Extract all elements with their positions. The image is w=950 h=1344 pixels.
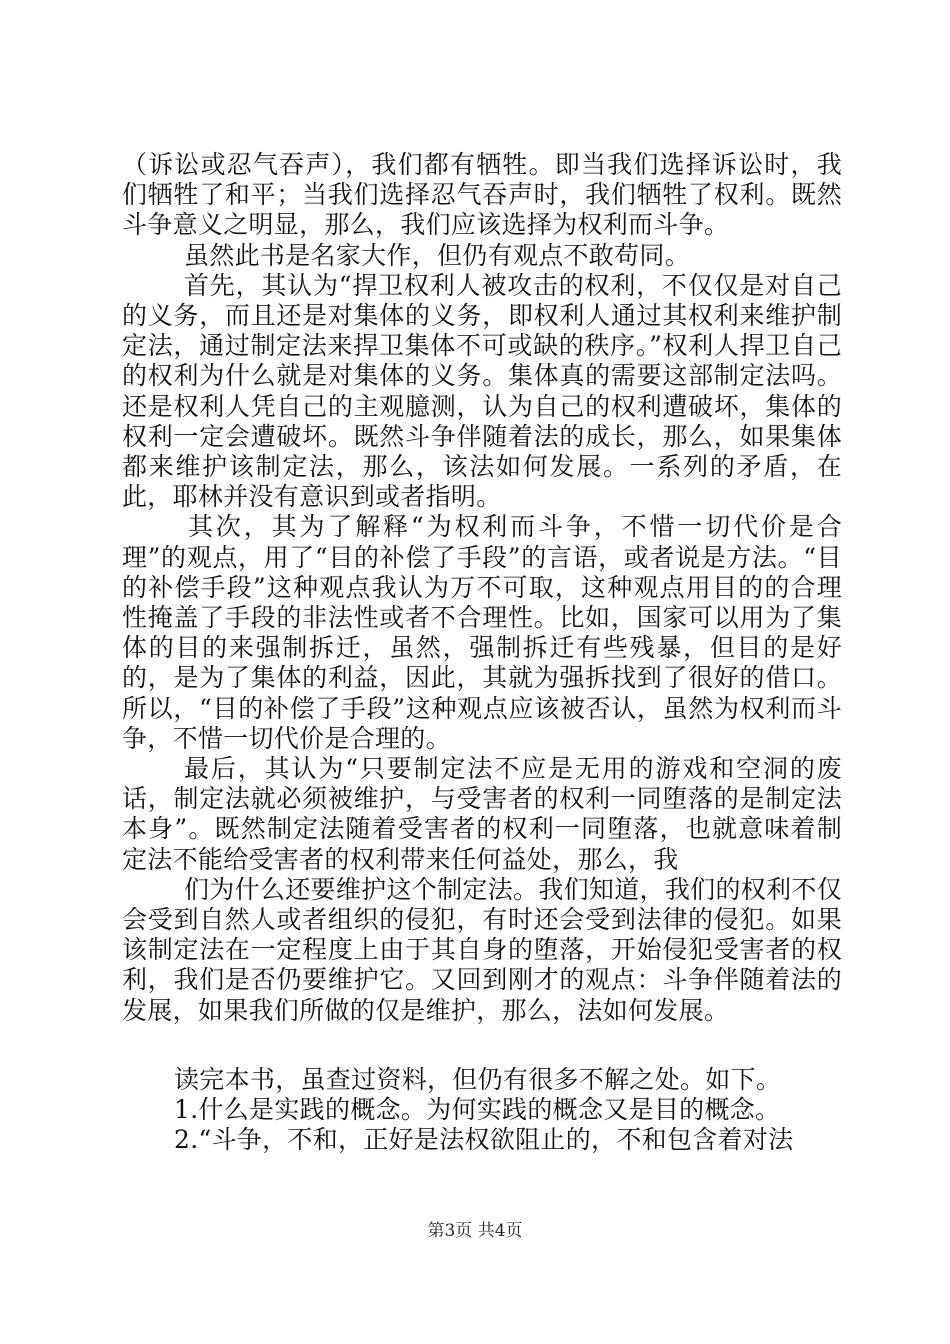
paragraph-second-point: 其次，其为了解释“为权利而斗争，不惜一切代价是合理”的观点，用了“目的补偿了手段”的言语，或者说是方法。“目的补偿手段”这种观点我认为万不可取，这种观点用目的的合理性掩盖了手段的非法性或者不合理性。比如，国家可以用为了集体的目的来强制拆迁，虽然，强制拆迁有些残暴，但目的是好的，是为了集体的利益，因此，其就为强拆找到了很好的借口。所以，“目的补偿了手段”这种观点应该被否认，虽然为权利而斗争，不惜一切代价是合理的。 bbox=[122, 512, 842, 753]
paragraph-last-point: 最后，其认为“只要制定法不应是无用的游戏和空洞的废话，制定法就必须被维护，与受害者的权利一同堕落的是制定法本身”。既然制定法随着受害者的权利一同堕落，也就意味着制定法不能给受害者的权利带来任何益处，那么，我 bbox=[122, 754, 842, 874]
paragraph-opinion-intro: 虽然此书是名家大作，但仍有观点不敢苟同。 bbox=[184, 240, 691, 270]
list-item-question-2: 2.“斗争，不和，正好是法权欲阻止的，不和包含着对法 bbox=[174, 1125, 794, 1155]
paragraph-last-point-cont: 们为什么还要维护这个制定法。我们知道，我们的权利不仅会受到自然人或者组织的侵犯，有时还会受到法律的侵犯。如果该制定法在一定程度上由于其自身的堕落，开始侵犯受害者的权利，我们是否仍要维护它。又回到刚才的观点：斗争伴随着法的发展，如果我们所做的仅是维护，那么，法如何发展。 bbox=[122, 874, 842, 1025]
paragraph-first-point: 首先，其认为“捍卫权利人被攻击的权利，不仅仅是对自己的义务，而且还是对集体的义务，即权利人通过其权利来维护制定法，通过制定法来捍卫集体不可或缺的秩序。”权利人捍卫自己的权利为什么就是对集体的义务。集体真的需要这部制定法吗。还是权利人凭自己的主观臆测，认为自己的权利遭破坏，集体的权利一定会遭破坏。既然斗争伴随着法的成长，那么，如果集体都来维护该制定法，那么，该法如何发展。一系列的矛盾，在此，耶林并没有意识到或者指明。 bbox=[122, 270, 842, 512]
paragraph-questions-intro: 读完本书，虽查过资料，但仍有很多不解之处。如下。 bbox=[174, 1064, 782, 1094]
page-footer: 第3页 共4页 bbox=[427, 1221, 523, 1241]
paragraph-continuation: （诉讼或忍气吞声），我们都有牺牲。即当我们选择诉讼时，我们牺牲了和平；当我们选择忍气吞声时，我们牺牲了权利。既然斗争意义之明显，那么，我们应该选择为权利而斗争。 bbox=[122, 150, 842, 240]
body-text bbox=[122, 150, 842, 1156]
list-item-question-1: 1.什么是实践的概念。为何实践的概念又是目的概念。 bbox=[174, 1095, 781, 1125]
paragraph-gap bbox=[122, 1026, 842, 1065]
